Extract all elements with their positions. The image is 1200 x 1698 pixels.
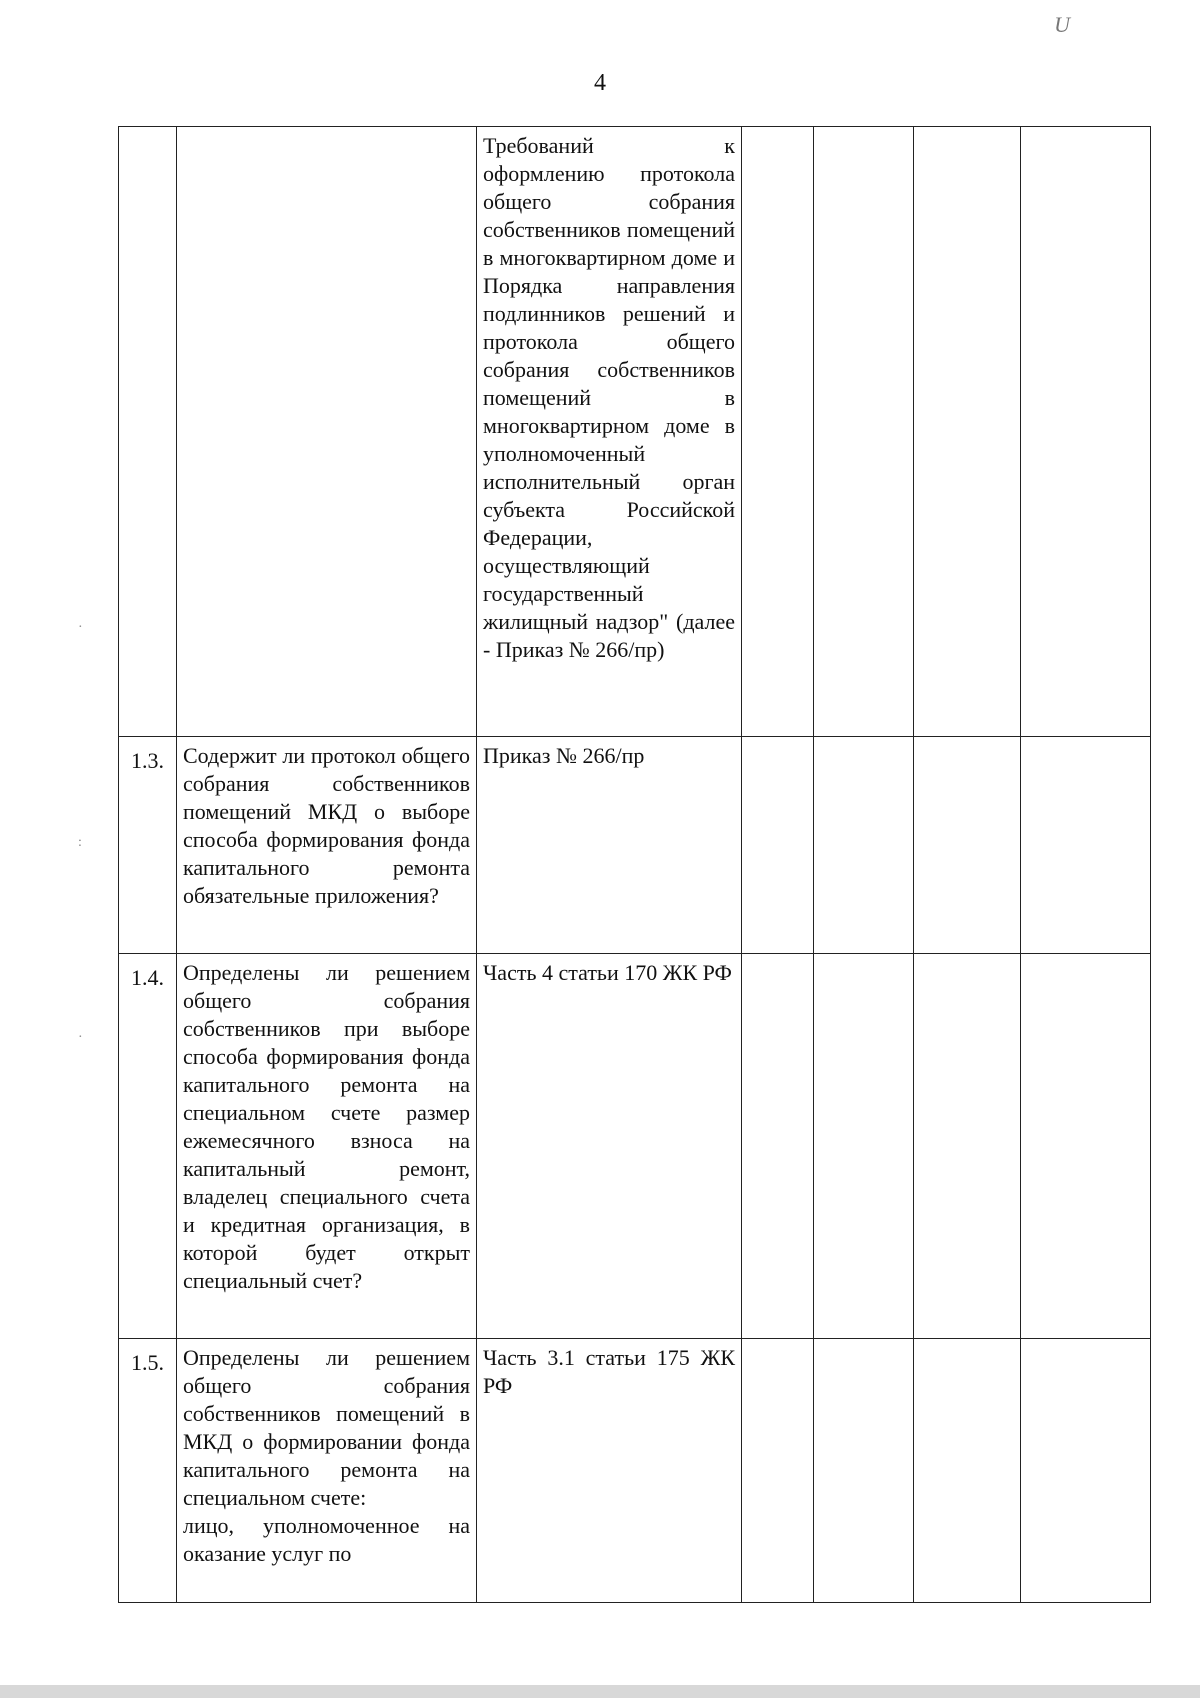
empty-cell (814, 737, 914, 954)
item-number: 1.3. (119, 737, 177, 954)
margin-mark: : (78, 835, 82, 850)
scan-edge (0, 1685, 1200, 1698)
empty-cell (1021, 954, 1151, 1339)
legal-basis-cell: Требований к оформлению протокола общего собрания собственников помещений в многоквартирном доме и Порядка направления подлинников решений и протокола общего собрания собственников помещений в многоквартирном доме в уполномоченный исполнительный орган субъекта Российской Федерации, осуществляющий государственный жилищный надзор" (далее - Приказ № 266/пр) (477, 127, 742, 737)
legal-basis-cell: Часть 4 статьи 170 ЖК РФ (477, 954, 742, 1339)
item-number: 1.4. (119, 954, 177, 1339)
empty-cell (742, 1339, 814, 1603)
page-number: 4 (594, 70, 606, 96)
checklist-table (118, 126, 1151, 1603)
legal-basis-cell: Приказ № 266/пр (477, 737, 742, 954)
question-cell: Содержит ли протокол общего собрания собственников помещений МКД о выборе способа формирования фонда капитального ремонта обязательные приложения? (177, 737, 477, 954)
empty-cell (814, 1339, 914, 1603)
empty-cell (742, 737, 814, 954)
question-cell: Определены ли решением общего собрания собственников помещений в МКД о формировании фонда капитального ремонта на специальном счете: лицо, уполномоченное на оказание услуг по (177, 1339, 477, 1603)
empty-cell (914, 127, 1021, 737)
empty-cell (1021, 1339, 1151, 1603)
empty-cell (742, 954, 814, 1339)
empty-cell (1021, 127, 1151, 737)
table-row (119, 1339, 1151, 1603)
empty-cell (814, 127, 914, 737)
item-number: 1.5. (119, 1339, 177, 1603)
table-row (119, 127, 1151, 737)
empty-cell (914, 954, 1021, 1339)
table-row (119, 954, 1151, 1339)
empty-cell (742, 127, 814, 737)
empty-cell (814, 954, 914, 1339)
margin-mark: · (78, 620, 83, 635)
table-row (119, 737, 1151, 954)
item-number (119, 127, 177, 737)
corner-mark: U (1054, 12, 1070, 37)
question-cell: Определены ли решением общего собрания собственников при выборе способа формирования фонда капитального ремонта на специальном счете размер ежемесячного взноса на капитальный ремонт, владелец специального счета и кредитная организация, в которой будет открыт специальный счет? (177, 954, 477, 1339)
margin-mark: · (78, 1030, 83, 1045)
empty-cell (914, 737, 1021, 954)
legal-basis-cell: Часть 3.1 статьи 175 ЖК РФ (477, 1339, 742, 1603)
empty-cell (914, 1339, 1021, 1603)
question-cell (177, 127, 477, 737)
empty-cell (1021, 737, 1151, 954)
